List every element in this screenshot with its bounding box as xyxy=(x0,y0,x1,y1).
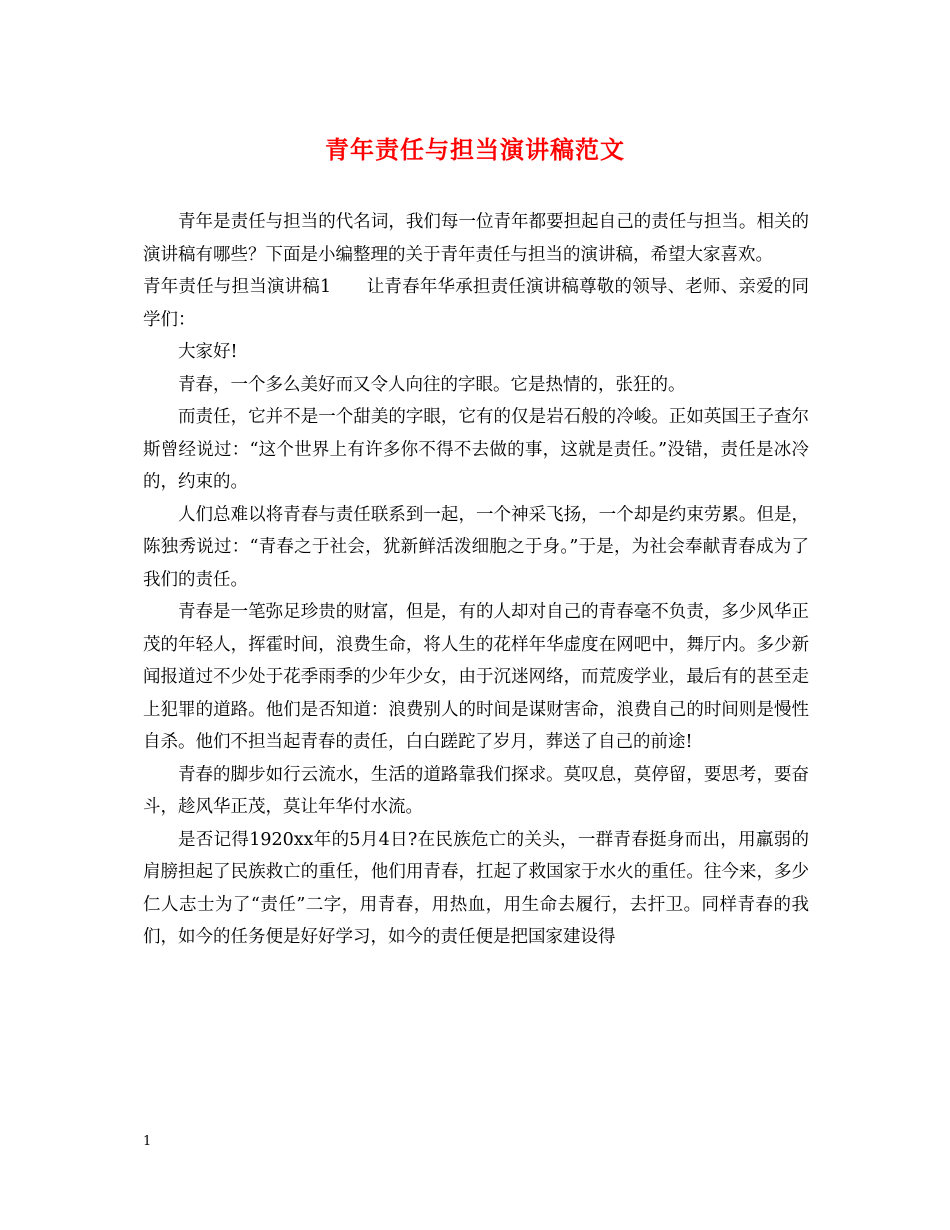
document-body xyxy=(143,206,809,954)
speech-heading-paragraph: 青年责任与担当演讲稿1 让青春年华承担责任演讲稿尊敬的领导、老师、亲爱的同学们： xyxy=(143,277,809,330)
document-title: 青年责任与担当演讲稿范文 xyxy=(325,135,625,164)
body-paragraph: 青春的脚步如行云流水，生活的道路靠我们探求。莫叹息，莫停留，要思考，要奋斗，趁风华正茂，莫让年华付水流。 xyxy=(143,764,809,817)
page-number: 1 xyxy=(143,1134,152,1149)
intro-paragraph: 青年是责任与担当的代名词，我们每一位青年都要担起自己的责任与担当。相关的演讲稿有哪些？下面是小编整理的关于青年责任与担当的演讲稿，希望大家喜欢。 xyxy=(143,212,809,265)
body-paragraph: 青春是一笔弥足珍贵的财富，但是，有的人却对自己的青春毫不负责，多少风华正茂的年轻人，挥霍时间，浪费生命，将人生的花样年华虚度在网吧中，舞厅内。多少新闻报道过不少处于花季雨季的少年少女，由于沉迷网络，而荒废学业，最后有的甚至走上犯罪的道路。他们是否知道：浪费别人的时间是谋财害命，浪费自己的时间则是慢性自杀。他们不担当起青春的责任，白白蹉跎了岁月，葬送了自己的前途! xyxy=(143,602,809,752)
body-paragraph: 而责任，它并不是一个甜美的字眼，它有的仅是岩石般的冷峻。正如英国王子查尔斯曾经说过：“这个世界上有许多你不得不去做的事，这就是责任。”没错，责任是冰冷的，约束的。 xyxy=(143,407,809,492)
body-paragraph: 青春，一个多么美好而又令人向往的字眼。它是热情的，张狂的。 xyxy=(178,374,686,395)
greeting-paragraph: 大家好! xyxy=(178,342,238,362)
body-paragraph: 是否记得1920xx年的5月4日?在民族危亡的关头，一群青春挺身而出，用羸弱的肩膀担起了民族救亡的重任，他们用青春，扛起了救国家于水火的重任。往今来，多少仁人志士为了“责任”二字，用青春，用热血，用生命去履行，去扞卫。同样青春的我们，如今的任务便是好好学习，如今的责任便是把国家建设得 xyxy=(143,829,809,947)
body-paragraph: 人们总难以将青春与责任联系到一起，一个神采飞扬，一个却是约束劳累。但是，陈独秀说过：“青春之于社会，犹新鲜活泼细胞之于身。”于是，为社会奉献青春成为了我们的责任。 xyxy=(143,504,809,590)
